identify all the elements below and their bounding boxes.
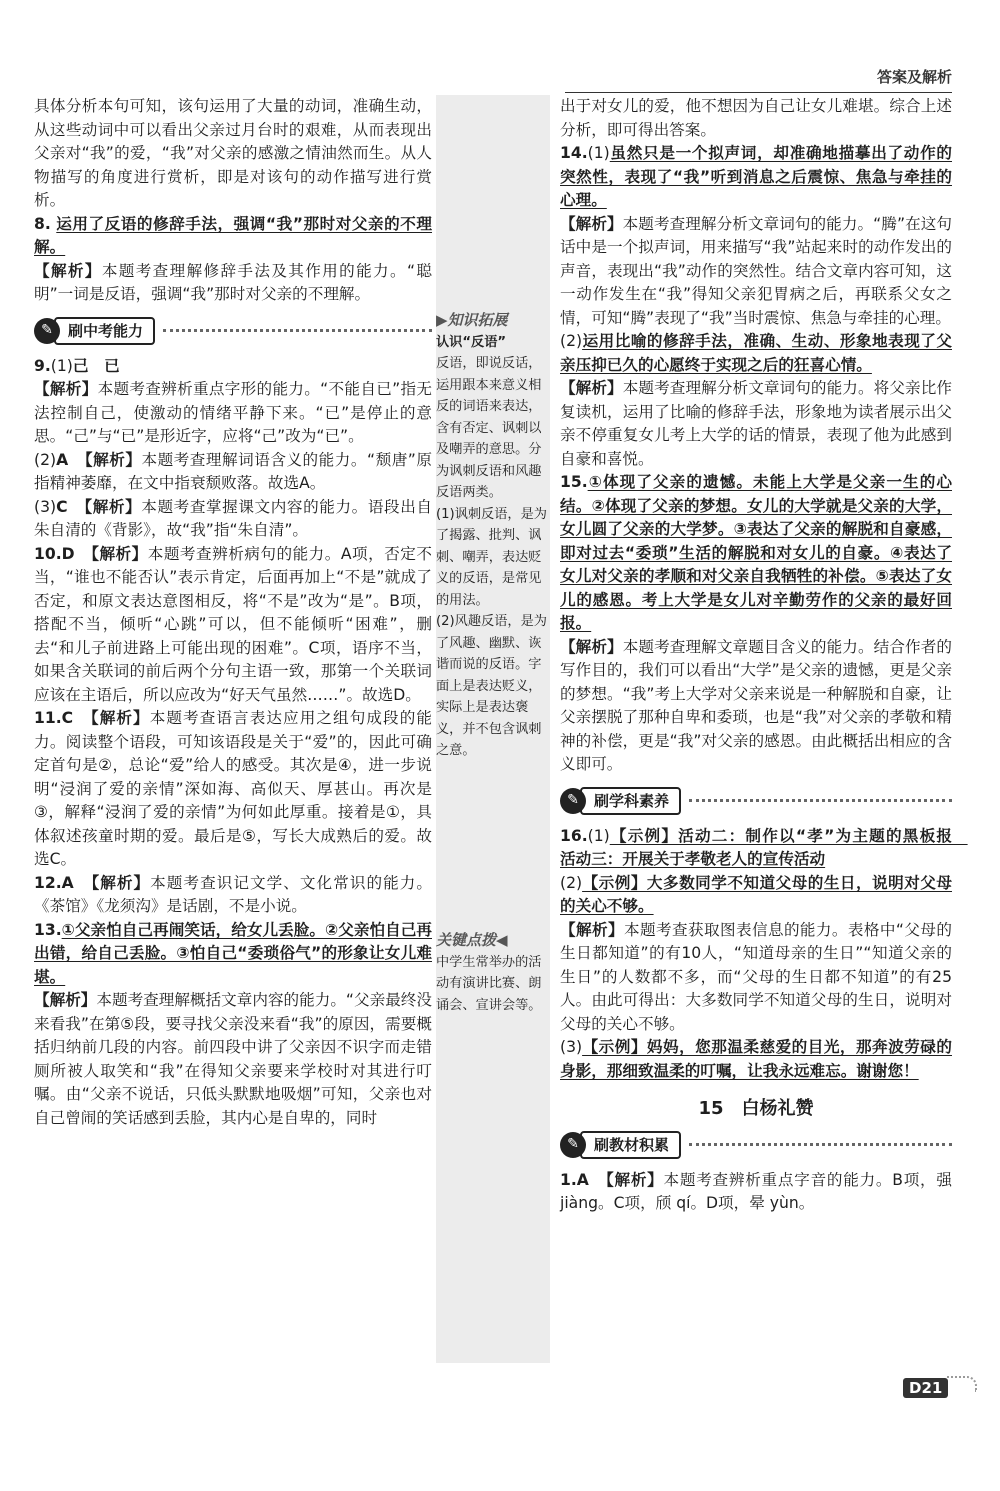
sub-prefix: (3) (34, 497, 57, 516)
side-note-knowledge (436, 310, 548, 762)
answer-text: C (56, 497, 68, 516)
section-label-textbook (560, 1129, 952, 1161)
side-note-key-point (436, 930, 548, 1016)
header-rule (565, 92, 952, 93)
side-note-title: ▶知识拓展 (436, 311, 508, 329)
analysis-text: 本题考查理解概括文章内容的能力。“父亲最终没来看我”在第⑤段，要寻找父亲没来看“我”的原因，需要概括归纳前几段的内容。前四段中讲了父亲因不识字而走错厕所被人取笑和“我”在得知父亲要来学校时对其进行叮嘱。由“父亲不说话，只低头默默地吸烟”可知，父亲也对自己曾闹的笑话感到丢脸，其内心是自卑的，同时 (34, 991, 432, 1127)
question-number: 8. (34, 214, 51, 233)
dotted-divider (689, 799, 952, 802)
section-label-exam (34, 315, 432, 347)
analysis-text: 本题考查理解文章题目含义的能力。结合作者的写作目的，我们可以看出“大学”是父亲的遗憾，更是父亲的梦想。“我”考上大学对父亲来说是一种解脱和自豪，让父亲摆脱了那种自卑和委琐，也是“我”对父亲的孝敬和精神的补偿，更是“我”对父亲的感恩。由此概括出相应的含义即可。 (560, 637, 952, 773)
answer-text: 运用比喻的修辞手法，准确、生动、形象地表现了父亲压抑已久的心愿终于实现之后的狂喜心情。 (560, 332, 952, 374)
question-number: 10. (34, 544, 62, 563)
analysis-tag: 【解析】 (560, 214, 623, 233)
question-9 (34, 355, 432, 543)
analysis-text: 本题考查理解词语含义的能力。“颓唐”原指精神萎靡，在文中指衰颓败落。故选A。 (34, 450, 432, 492)
page-number-decoration (947, 1376, 977, 1392)
answer-text: 【示例】活动二：制作以“孝”为主题的黑板报 活动三：开展关于孝敬老人的宣传活动 (560, 826, 968, 868)
answer-text: ①体现了父亲的遗憾。未能上大学是父亲一生的心结。②体现了父亲的梦想。女儿的大学就是父亲的大学，女儿圆了父亲的大学梦。③表达了父亲的解脱和自豪感，即对过去“委琐”生活的解脱和对女儿的自豪。④表达了女儿对父亲的孝顺和对父亲自我牺牲的补偿。⑤表达了女儿的感恩。考上大学是女儿对辛勤劳作的父亲的最好回报。 (560, 473, 952, 632)
sub-prefix: (2) (560, 873, 583, 892)
question-1 (560, 1169, 952, 1216)
sub-prefix: (1) (587, 826, 610, 845)
side-note-point-2: (2)风趣反语，是为了风趣、幽默、诙谐而说的反语。字面上是表达贬义，实际上是表达褒义，并不包含讽刺之意。 (436, 614, 547, 758)
sub-prefix: (2) (560, 332, 583, 350)
book-icon: ✎ (560, 788, 586, 814)
question-number: 9. (34, 356, 51, 375)
page-number: D21 (903, 1378, 948, 1398)
continued-text: 出于对女儿的爱，他不想因为自己让女儿难堪。综合上述分析，即可得出答案。 (560, 97, 952, 139)
analysis-text: 本题考查辨析重点字音的能力。B项，强 jiàng。C项，颀 qí。D项，晕 yùn。 (560, 1170, 952, 1212)
answer-text: 【示例】妈妈，您那温柔慈爱的目光，那奔波劳碌的身影，那细致温柔的叮嘱，让我永远难忘。谢谢您！ (560, 1038, 952, 1080)
analysis-tag: 【解析】 (84, 497, 142, 516)
side-note-title: 关键点拨◀ (436, 931, 508, 949)
analysis-tag: 【解析】 (560, 637, 623, 656)
analysis-text: 本题考查辨析重点字形的能力。“不能自已”指无法控制自己，使激动的情绪平静下来。“已”是停止的意思。“己”与“已”是形近字，应将“己”改为“已”。 (34, 380, 432, 445)
analysis-text: 本题考查理解分析文章词句的能力。将父亲比作复读机，运用了比喻的修辞手法，形象地为读者展示出父亲不停重复女儿考上大学的话的情景，表现了他为此感到自豪和喜悦。 (560, 379, 952, 468)
lesson-number: 15 (698, 1098, 724, 1119)
analysis-text: 本题考查语言表达应用之组句成段的能力。阅读整个语段，可知该语段是关于“爱”的，因此可确定首句是②，总论“爱”给人的感受。其次是④，进一步说明“浸润了爱的亲情”深如海、高似天、厚甚山。再次是③，解释“浸润了爱的亲情”为何如此厚重。接着是①，具体叙述孩童时期的爱。最后是⑤，写长大成熟后的爱。故选C。 (34, 709, 432, 868)
answer-text: C (61, 709, 74, 727)
question-number: 15. (560, 473, 588, 491)
question-13 (34, 919, 432, 1131)
question-number: 14. (560, 144, 588, 162)
question-10 (34, 543, 432, 708)
section-title: 刷中考能力 (54, 317, 155, 345)
question-number: 16. (560, 826, 588, 845)
sub-prefix: (1) (50, 356, 73, 375)
analysis-text: 本题考查获取图表信息的能力。表格中“父母的生日都知道”的有10人，“知道母亲的生日”“知道父亲的生日”的人数都不多，而“父母的生日都不知道”的有25人。由此可得出：大多数同学不知道父母的生日，说明对父母的关心不够。 (560, 920, 952, 1033)
question-8 (34, 213, 432, 307)
sub-prefix: (2) (34, 450, 57, 469)
analysis-text: 本题考查理解分析文章词句的能力。“腾”在这句话中是一个拟声词，用来描写“我”站起来时的动作发出的声音，表现出“我”动作的突然性。结合文章内容可知，这一动作发生在“我”得知父亲犯胃病之后，再联系父女之情，可知“腾”表现了“我”当时震惊、焦急与牵挂的心理。 (560, 214, 952, 327)
answer-text: D (61, 544, 75, 563)
question-number: 12. (34, 873, 62, 892)
sub-prefix: (3) (560, 1038, 583, 1056)
book-icon: ✎ (34, 318, 60, 344)
section-title: 刷学科素养 (580, 787, 681, 815)
analysis-tag: 【解析】 (34, 380, 98, 398)
side-note-body: 反语，即说反话，运用跟本来意义相反的词语来表达，含有否定、讽刺以及嘲弄的意思。分为讽刺反语和风趣反语两类。 (436, 356, 542, 500)
side-note-body: 中学生常举办的活动有演讲比赛、朗诵会、宣讲会等。 (436, 954, 542, 1013)
analysis-tag: 【解析】 (560, 379, 623, 397)
answer-text: A (576, 1170, 589, 1189)
answer-text: 运用了反语的修辞手法，强调“我”那时对父亲的不理解。 (34, 214, 433, 256)
intro-text: 具体分析本句可知，该句运用了大量的动词，准确生动，从这些动词中可以看出父亲过月台时的艰难，从而表现出父亲对“我”的爱，“我”对父亲的感激之情油然而生。从人物描写的角度进行赏析，即是对该句的动作描写进行赏析。 (34, 97, 432, 209)
question-12 (34, 872, 432, 919)
answer-text: 虽然只是一个拟声词，却准确地描摹出了动作的突然性，表现了“我”听到消息之后震惊、焦急与牵挂的心理。 (560, 144, 952, 209)
book-icon: ✎ (560, 1132, 586, 1158)
answer-text: 【示例】大多数同学不知道父母的生日，说明对父母的关心不够。 (560, 873, 952, 915)
analysis-tag: 【解析】 (90, 709, 150, 727)
side-note-point-1: (1)讽刺反语，是为了揭露、批判、讽刺、嘲弄，表达贬义的反语，是常见的用法。 (436, 506, 547, 608)
sub-prefix: (1) (587, 144, 610, 162)
section-label-literacy (560, 785, 952, 817)
analysis-tag: 【解析】 (560, 920, 624, 939)
analysis-tag: 【解析】 (91, 873, 151, 892)
analysis-tag: 【解析】 (91, 544, 148, 563)
lesson-name: 白杨礼赞 (741, 1098, 814, 1119)
question-15 (560, 471, 952, 777)
answer-text: A (56, 450, 69, 469)
question-number: 1. (560, 1170, 577, 1189)
question-16 (560, 825, 968, 1084)
analysis-tag: 【解析】 (34, 261, 102, 280)
left-column (34, 95, 432, 1130)
analysis-text: 本题考查识记文学、文化常识的能力。《茶馆》《龙须沟》是话剧，不是小说。 (34, 873, 432, 915)
analysis-tag: 【解析】 (84, 450, 142, 469)
analysis-text: 本题考查理解修辞手法及其作用的能力。“聪明”一词是反语，强调“我”那时对父亲的不理解。 (34, 261, 432, 303)
question-number: 11. (34, 709, 62, 727)
side-note-subtitle: 认识“反语” (436, 334, 507, 350)
answer-text: A (61, 873, 74, 892)
lesson-title (560, 1097, 952, 1121)
answer-text: ①父亲怕自己再闹笑话，给女儿丢脸。②父亲怕自己再出错，给自己丢脸。③怕自己“委琐俗气”的形象让女儿难堪。 (34, 920, 432, 986)
analysis-text: 本题考查掌握课文内容的能力。语段出自朱自清的《背影》，故“我”指“朱自清”。 (34, 497, 432, 539)
answer-text: 己 已 (72, 356, 120, 375)
question-11 (34, 707, 432, 872)
dotted-divider (689, 1143, 952, 1146)
analysis-text: 本题考查辨析病句的能力。A项，否定不当，“谁也不能否认”表示肯定，后面再加上“不是”就成了否定，和原文表达意图相反，将“不是”改为“是”。B项，搭配不当，倾听“心跳”可以，但不能倾听“困难”，删去“和儿子前进路上可能出现的困难”。C项，语序不当，如果含关联词的前后两个分句主语一致，那第一个关联词应该在主语后，所以应改为“好天气虽然……”。故选D。 (34, 544, 432, 704)
dotted-divider (163, 329, 432, 332)
analysis-tag: 【解析】 (34, 991, 97, 1009)
question-number: 13. (34, 920, 62, 939)
right-column (560, 95, 968, 1216)
analysis-tag: 【解析】 (605, 1170, 664, 1189)
question-14 (560, 142, 952, 471)
page-header: 答案及解析 (876, 68, 952, 86)
section-title: 刷教材积累 (580, 1131, 681, 1159)
